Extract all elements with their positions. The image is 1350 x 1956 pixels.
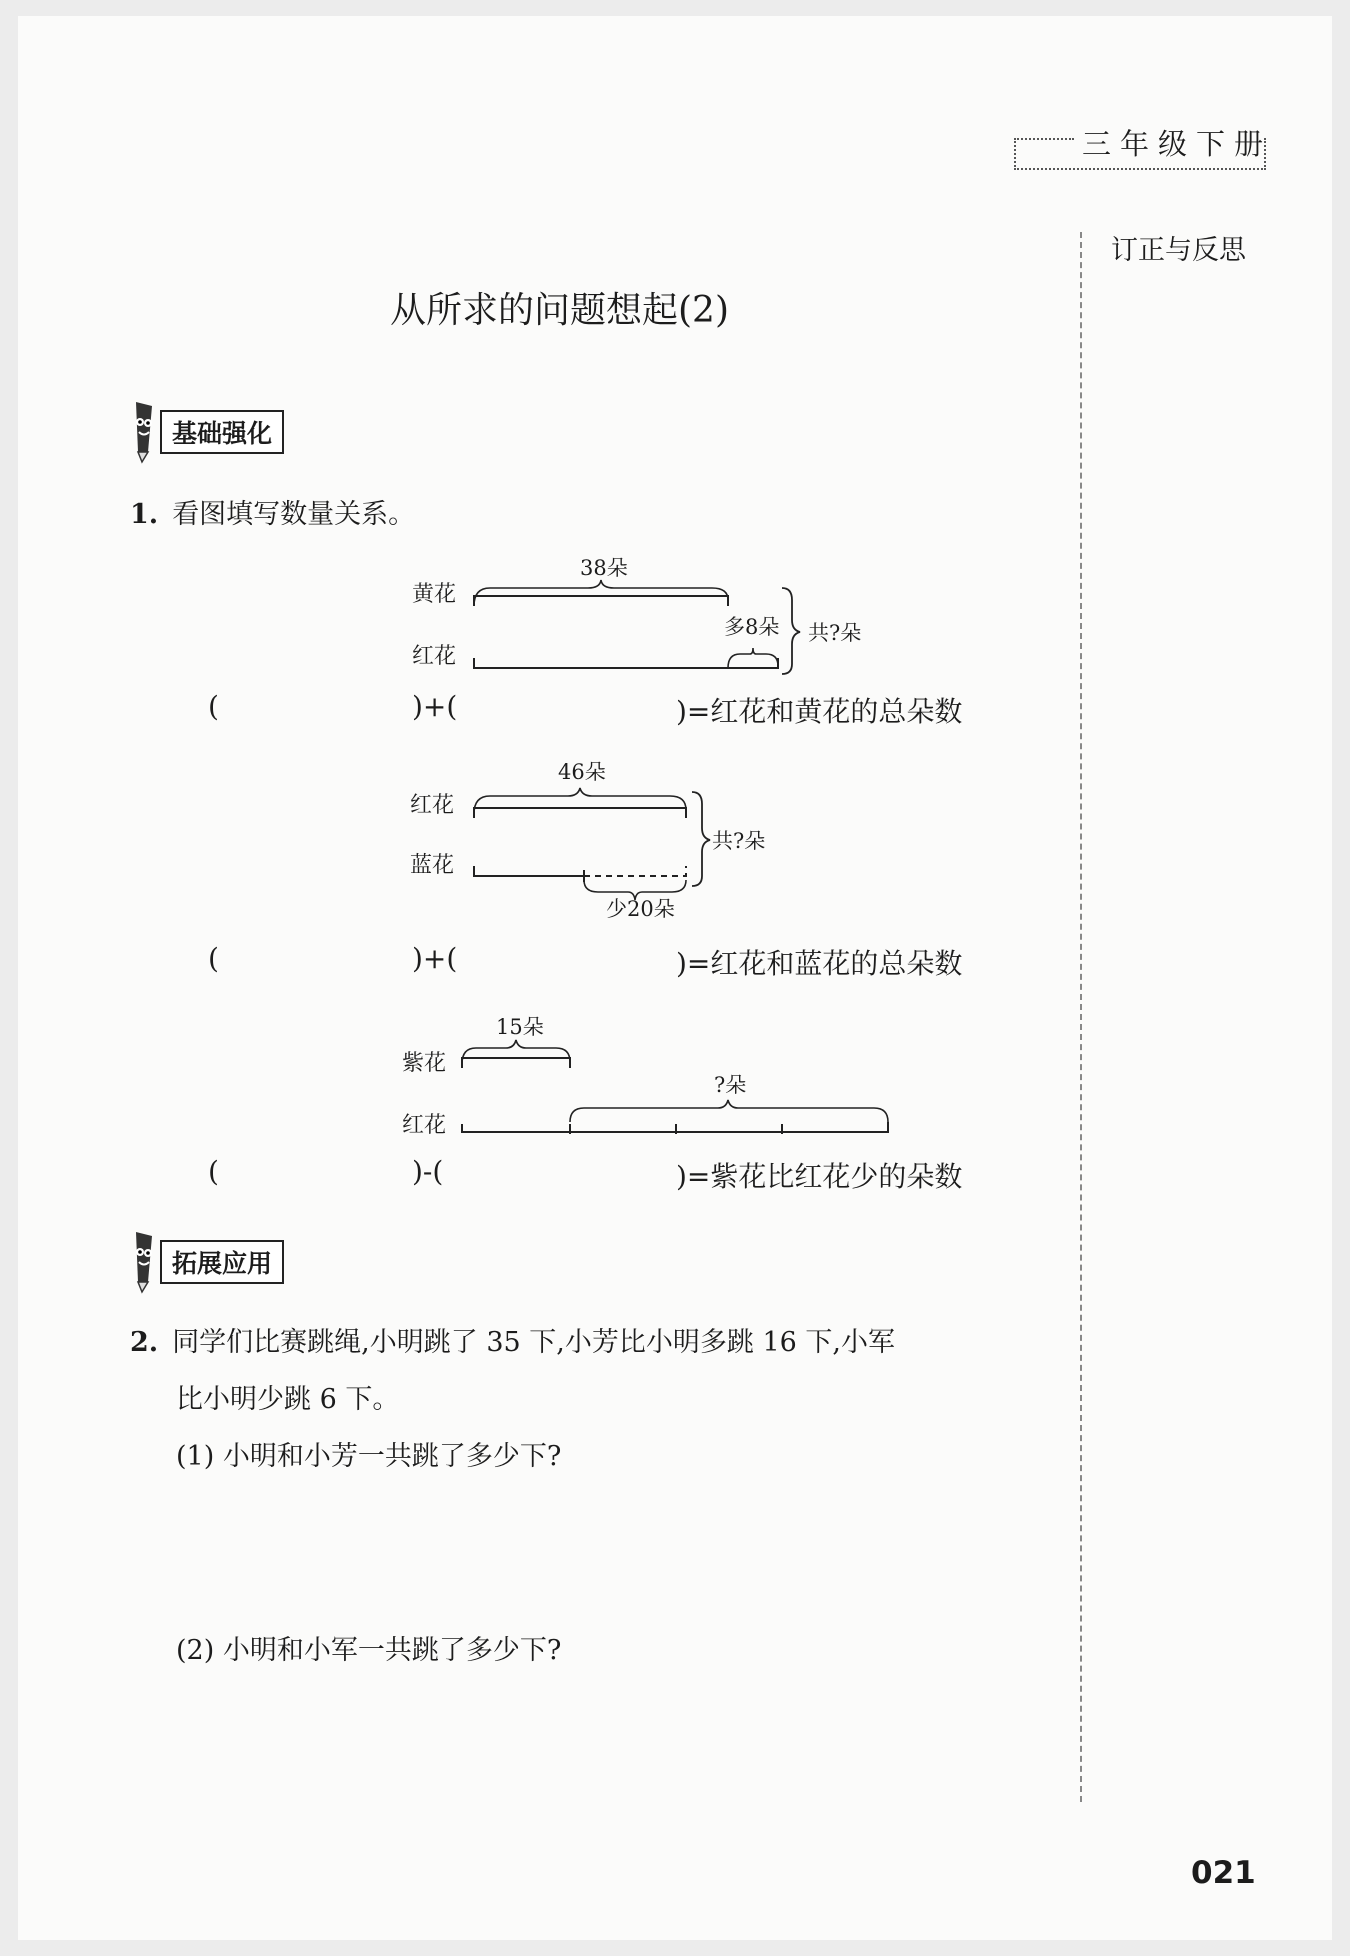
answer-area-sub2[interactable] <box>176 1674 1036 1824</box>
section-badge-extend <box>130 1230 284 1294</box>
section-badge-basic <box>130 400 284 464</box>
bar-purple <box>462 1058 570 1068</box>
total-label: 共?朵 <box>712 829 766 853</box>
bar-red <box>474 808 686 818</box>
blank-row-b: ( <box>208 942 219 975</box>
grade-label: 三年级下册 <box>1082 127 1273 161</box>
diagram-yellow-red <box>400 548 920 678</box>
less-label: 少20朵 <box>606 897 675 921</box>
blank-row-c-mid: )-( <box>412 1155 444 1188</box>
brace-top <box>474 580 728 606</box>
question-2-line1: 2. 同学们比赛跳绳,小明跳了 35 下,小芳比小明多跳 16 下,小军 <box>130 1327 895 1358</box>
top-count-label: 15朵 <box>496 1015 544 1039</box>
bar-blue-missing <box>584 866 686 876</box>
answer-blank-b1[interactable] <box>232 946 402 980</box>
diagram-red-blue <box>400 752 820 922</box>
answer-blank-c1[interactable] <box>232 1159 402 1193</box>
page-title: 从所求的问题想起(2) <box>390 290 729 331</box>
grade-box <box>1014 138 1266 170</box>
total-label: 共?朵 <box>808 621 862 645</box>
top-count-label: 46朵 <box>558 760 606 784</box>
question-1-prompt <box>130 492 415 531</box>
answer-blank-a2[interactable] <box>480 694 670 728</box>
section-label: 拓展应用 <box>160 1240 284 1284</box>
row-label-purple: 紫花 <box>402 1051 447 1076</box>
brace-unknown <box>570 1100 888 1122</box>
brace-total <box>692 792 710 886</box>
bar-red <box>474 658 778 668</box>
answer-blank-b2[interactable] <box>480 946 670 980</box>
blank-row-c-end: )=紫花比红花少的朵数 <box>676 1160 963 1193</box>
answer-blank-c2[interactable] <box>480 1159 670 1193</box>
bar-yellow <box>474 596 728 606</box>
question-2-sub2: (2) 小明和小军一共跳了多少下? <box>176 1635 562 1666</box>
pencil-icon <box>130 1230 158 1294</box>
answer-area-sub1[interactable] <box>176 1480 1036 1630</box>
row-label-red: 红花 <box>412 644 457 669</box>
blank-row-b-end: )=红花和蓝花的总朵数 <box>676 947 963 980</box>
bar-blue <box>474 866 584 876</box>
brace-top <box>462 1040 570 1064</box>
brace-total <box>782 588 800 674</box>
blank-row-b-mid: )+( <box>412 942 458 975</box>
question-text: 看图填写数量关系。 <box>172 499 416 530</box>
blank-row-c: ( <box>208 1155 219 1188</box>
blank-row-a: ( <box>208 690 219 723</box>
question-2-sub1: (1) 小明和小芳一共跳了多少下? <box>176 1441 562 1472</box>
question-2-line2: 比小明少跳 6 下。 <box>176 1384 400 1415</box>
row-label-blue: 蓝花 <box>410 853 455 878</box>
more-label: 多8朵 <box>724 615 780 639</box>
row-label-yellow: 黄花 <box>412 582 457 607</box>
brace-more <box>728 648 778 668</box>
blank-row-a-end: )=红花和黄花的总朵数 <box>676 695 963 728</box>
question-number: 2. <box>130 1327 159 1358</box>
brace-top <box>474 788 686 814</box>
row-label-red: 红花 <box>410 793 455 818</box>
top-count-label: 38朵 <box>580 556 628 580</box>
reflection-column-heading: 订正与反思 <box>1111 235 1246 266</box>
section-label: 基础强化 <box>160 410 284 454</box>
margin-divider <box>1080 232 1082 1802</box>
pencil-icon <box>130 400 158 464</box>
question-number: 1. <box>130 499 159 530</box>
diagram-purple-red <box>396 1004 916 1154</box>
row-label-red: 红花 <box>402 1113 447 1138</box>
unknown-label: ?朵 <box>714 1073 747 1097</box>
blank-row-a-mid: )+( <box>412 690 458 723</box>
page-number: 021 <box>1191 1855 1256 1891</box>
answer-blank-a1[interactable] <box>232 694 402 728</box>
